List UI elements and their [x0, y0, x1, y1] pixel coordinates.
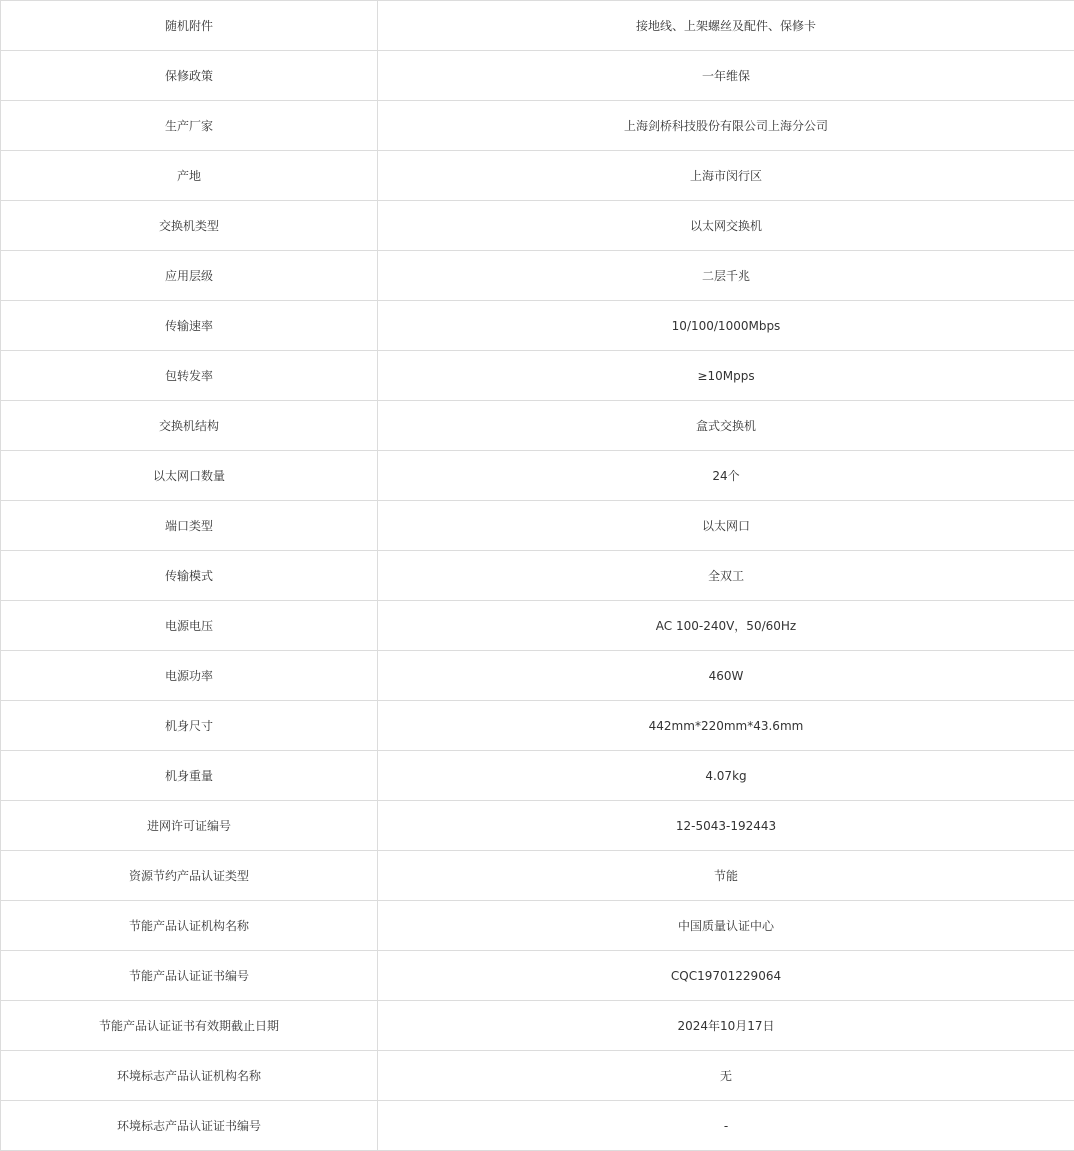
spec-value: AC 100-240V，50/60Hz	[378, 601, 1074, 651]
spec-key: 资源节约产品认证类型	[1, 851, 378, 901]
spec-value: 442mm*220mm*43.6mm	[378, 701, 1074, 751]
spec-key: 传输模式	[1, 551, 378, 601]
spec-key: 保修政策	[1, 51, 378, 101]
table-row	[1, 801, 1074, 851]
spec-value: 以太网口	[378, 501, 1074, 551]
table-row	[1, 151, 1074, 201]
spec-key: 机身重量	[1, 751, 378, 801]
spec-key: 机身尺寸	[1, 701, 378, 751]
spec-value: 4.07kg	[378, 751, 1074, 801]
spec-value: 10/100/1000Mbps	[378, 301, 1074, 351]
spec-key: 端口类型	[1, 501, 378, 551]
spec-key: 以太网口数量	[1, 451, 378, 501]
table-row	[1, 701, 1074, 751]
spec-value: 接地线、上架螺丝及配件、保修卡	[378, 1, 1074, 51]
spec-key: 节能产品认证证书编号	[1, 951, 378, 1001]
spec-value: 以太网交换机	[378, 201, 1074, 251]
spec-value: 全双工	[378, 551, 1074, 601]
spec-value: 2024年10月17日	[378, 1001, 1074, 1051]
table-row	[1, 851, 1074, 901]
table-row	[1, 301, 1074, 351]
spec-key: 生产厂家	[1, 101, 378, 151]
table-row	[1, 1, 1074, 51]
table-row	[1, 1001, 1074, 1051]
spec-key: 电源电压	[1, 601, 378, 651]
spec-key: 交换机结构	[1, 401, 378, 451]
spec-key: 产地	[1, 151, 378, 201]
spec-value: ≥10Mpps	[378, 351, 1074, 401]
table-row	[1, 201, 1074, 251]
spec-key: 进网许可证编号	[1, 801, 378, 851]
spec-value: 节能	[378, 851, 1074, 901]
table-row	[1, 51, 1074, 101]
spec-key: 节能产品认证证书有效期截止日期	[1, 1001, 378, 1051]
spec-value: 12-5043-192443	[378, 801, 1074, 851]
spec-value: -	[378, 1101, 1074, 1151]
table-row	[1, 601, 1074, 651]
spec-value: 上海市闵行区	[378, 151, 1074, 201]
table-row	[1, 451, 1074, 501]
spec-value: CQC19701229064	[378, 951, 1074, 1001]
table-row	[1, 1051, 1074, 1101]
table-row	[1, 751, 1074, 801]
spec-key: 交换机类型	[1, 201, 378, 251]
spec-key: 包转发率	[1, 351, 378, 401]
table-row	[1, 551, 1074, 601]
spec-key: 应用层级	[1, 251, 378, 301]
spec-key: 环境标志产品认证证书编号	[1, 1101, 378, 1151]
table-row	[1, 251, 1074, 301]
spec-value: 中国质量认证中心	[378, 901, 1074, 951]
spec-key: 电源功率	[1, 651, 378, 701]
table-row	[1, 101, 1074, 151]
spec-value: 460W	[378, 651, 1074, 701]
table-row	[1, 951, 1074, 1001]
table-row	[1, 351, 1074, 401]
table-row	[1, 1101, 1074, 1151]
spec-key: 节能产品认证机构名称	[1, 901, 378, 951]
spec-key: 随机附件	[1, 1, 378, 51]
table-row	[1, 501, 1074, 551]
spec-value: 盒式交换机	[378, 401, 1074, 451]
spec-value: 二层千兆	[378, 251, 1074, 301]
table-row	[1, 901, 1074, 951]
spec-value: 无	[378, 1051, 1074, 1101]
table-row	[1, 651, 1074, 701]
table-row	[1, 401, 1074, 451]
spec-value: 上海剑桥科技股份有限公司上海分公司	[378, 101, 1074, 151]
spec-key: 环境标志产品认证机构名称	[1, 1051, 378, 1101]
spec-key: 传输速率	[1, 301, 378, 351]
spec-value: 24个	[378, 451, 1074, 501]
spec-value: 一年维保	[378, 51, 1074, 101]
